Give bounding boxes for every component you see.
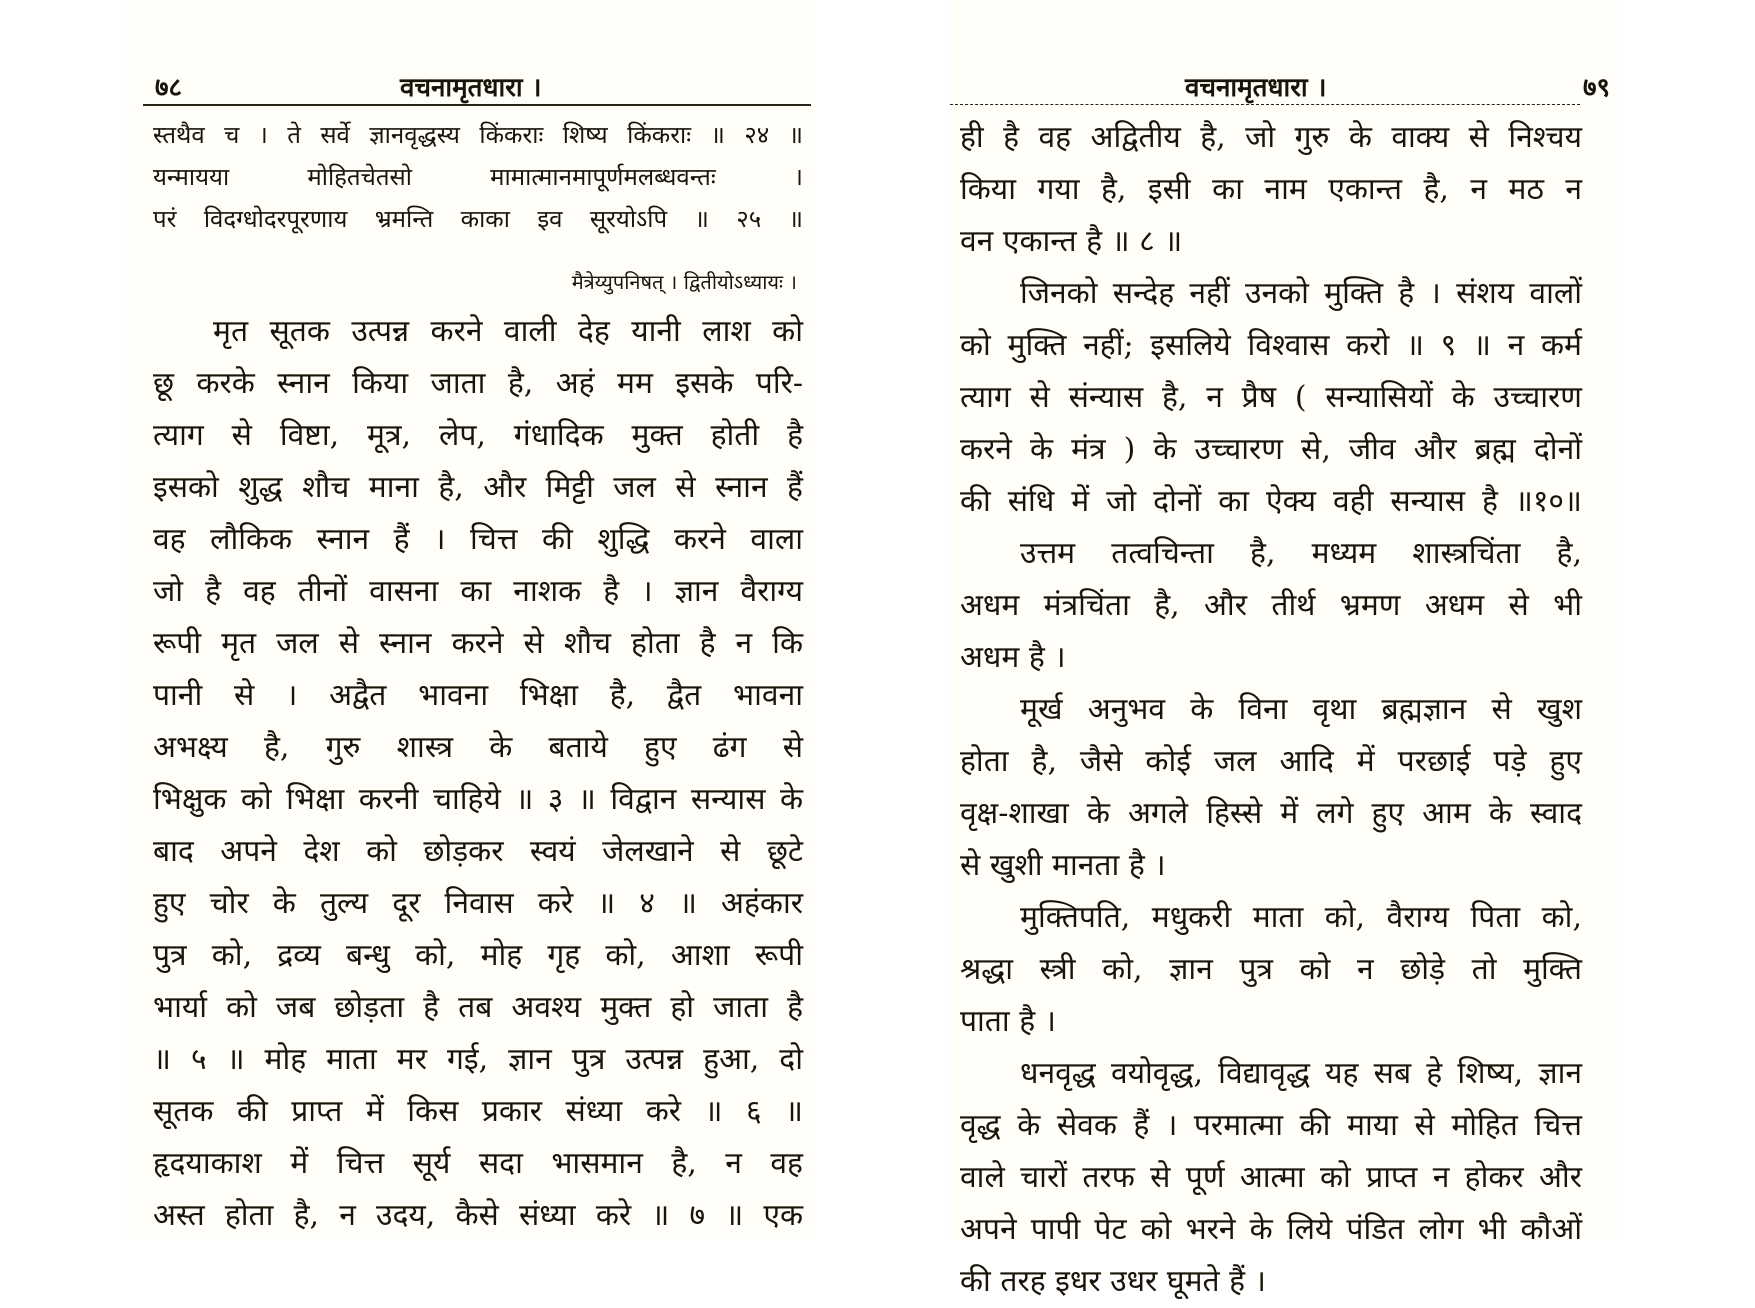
- body-line: होता है, जैसे कोई जल आदि में परछाई पड़े हुए: [960, 744, 1582, 779]
- body-line: अभक्ष्य है, गुरु शास्त्र के बताये हुए ढंग से: [153, 730, 803, 765]
- right-page: [950, 0, 1620, 1299]
- body-line: मुक्तिपति, मधुकरी माता को, वैराग्य पिता को,: [1020, 900, 1582, 935]
- body-line: भार्या को जब छोड़ता है तब अवश्य मुक्त हो जाता है: [153, 990, 803, 1025]
- left-colophon: मैत्रेय्युपनिषत् । द्वितीयोऽध्यायः ।: [571, 270, 797, 294]
- body-line: अपने पापी पेट को भरने के लिये पंडित लोग भी कौओं: [960, 1212, 1582, 1247]
- body-line: वृक्ष-शाखा के अगले हिस्से में लगे हुए आम के स्वाद: [960, 796, 1582, 831]
- left-page-header: [145, 58, 815, 106]
- right-page-header: [970, 58, 1620, 106]
- left-page-number: ७८: [155, 73, 183, 103]
- body-line: अस्त होता है, न उदय, कैसे संध्या करे ॥ ७ ॥ एक: [153, 1198, 803, 1233]
- right-header-rule: [950, 104, 1580, 105]
- verse-line: परं विदग्धोदरपूरणाय भ्रमन्ति काका इव सूरयोऽपि ॥ २५ ॥: [153, 205, 803, 233]
- body-line: पानी से । अद्वैत भावना भिक्षा है, द्वैत भावना: [153, 678, 803, 713]
- verse-line: यन्मायया मोहितचेतसो मामात्मानमापूर्णमलब्धवन्तः ।: [153, 163, 803, 191]
- body-line: अधम मंत्रचिंता है, और तीर्थ भ्रमण अधम से भी: [960, 588, 1582, 623]
- body-line: छू करके स्नान किया जाता है, अहं मम इसके परि-: [153, 366, 803, 401]
- body-line: किया गया है, इसी का नाम एकान्त है, न मठ न: [960, 172, 1582, 207]
- body-line: वह लौकिक स्नान हैं । चित्त की शुद्धि करने वाला: [153, 522, 803, 557]
- body-line: पाता है ।: [960, 1004, 1057, 1039]
- body-line: ही है वह अद्वितीय है, जो गुरु के वाक्य से निश्चय: [960, 120, 1582, 155]
- right-page-number: ७९: [1582, 73, 1610, 103]
- left-sanskrit-verse: [153, 114, 803, 240]
- body-line: बाद अपने देश को छोड़कर स्वयं जेलखाने से छूटे: [153, 834, 803, 869]
- body-line: त्याग से संन्यास है, न प्रैष ( सन्यासियों के उच्चारण: [960, 380, 1582, 415]
- body-line: को मुक्ति नहीं; इसलिये विश्वास करो ॥ ९ ॥ न कर्म: [960, 328, 1582, 363]
- body-line: इसको शुद्ध शौच माना है, और मिट्टी जल से स्नान हैं: [153, 470, 803, 505]
- body-line: मृत सूतक उत्पन्न करने वाली देह यानी लाश को: [213, 314, 803, 349]
- body-line: हृदयाकाश में चित्त सूर्य सदा भासमान है, न वह: [153, 1146, 803, 1181]
- body-line: श्रद्धा स्त्री को, ज्ञान पुत्र को न छोड़े तो मुक्ति: [960, 952, 1582, 987]
- body-line: की तरह इधर उधर घूमते हैं ।: [960, 1264, 1267, 1299]
- body-line: त्याग से विष्टा, मूत्र, लेप, गंधादिक मुक्त होती है: [153, 418, 803, 453]
- body-line: वृद्ध के सेवक हैं । परमात्मा की माया से मोहित चित्त: [960, 1108, 1582, 1143]
- left-running-title: वचनामृतधारा ।: [400, 73, 542, 103]
- verse-line: स्तथैव च । ते सर्वे ज्ञानवृद्धस्य किंकराः शिष्य किंकराः ॥ २४ ॥: [153, 121, 803, 149]
- body-line: उत्तम तत्वचिन्ता है, मध्यम शास्त्रचिंता है,: [1020, 536, 1582, 571]
- body-line: वन एकान्त है ॥ ८ ॥: [960, 224, 1183, 259]
- right-body-text: [960, 112, 1582, 1308]
- body-line: भिक्षुक को भिक्षा करनी चाहिये ॥ ३ ॥ विद्वान सन्यास के: [153, 782, 803, 817]
- body-line: अधम है ।: [960, 640, 1066, 675]
- right-running-title: वचनामृतधारा ।: [1185, 73, 1327, 103]
- left-page: [125, 0, 815, 1240]
- body-line: धनवृद्ध वयोवृद्ध, विद्यावृद्ध यह सब हे शिष्य, ज्ञान: [1020, 1056, 1582, 1091]
- body-line: मूर्ख अनुभव के विना वृथा ब्रह्मज्ञान से खुश: [1020, 692, 1582, 727]
- body-line: हुए चोर के तुल्य दूर निवास करे ॥ ४ ॥ अहंकार: [153, 886, 803, 921]
- body-line: जो है वह तीनों वासना का नाशक है । ज्ञान वैराग्य: [153, 574, 803, 609]
- left-header-rule: [143, 104, 811, 106]
- body-line: पुत्र को, द्रव्य बन्धु को, मोह गृह को, आशा रूपी: [153, 938, 803, 973]
- left-body-text: [153, 306, 803, 1242]
- body-line: की संधि में जो दोनों का ऐक्य वही सन्यास है ॥१०॥: [960, 484, 1582, 519]
- body-line: सूतक की प्राप्त में किस प्रकार संध्या करे ॥ ६ ॥: [153, 1094, 803, 1129]
- body-line: रूपी मृत जल से स्नान करने से शौच होता है न कि: [153, 626, 803, 661]
- body-line: से खुशी मानता है ।: [960, 848, 1166, 883]
- body-line: करने के मंत्र ) के उच्चारण से, जीव और ब्रह्म दोनों: [960, 432, 1582, 467]
- body-line: वाले चारों तरफ से पूर्ण आत्मा को प्राप्त न होकर और: [960, 1160, 1582, 1195]
- body-line: ॥ ५ ॥ मोह माता मर गई, ज्ञान पुत्र उत्पन्न हुआ, दो: [153, 1042, 803, 1077]
- body-line: जिनको सन्देह नहीं उनको मुक्ति है । संशय वालों: [1020, 276, 1582, 311]
